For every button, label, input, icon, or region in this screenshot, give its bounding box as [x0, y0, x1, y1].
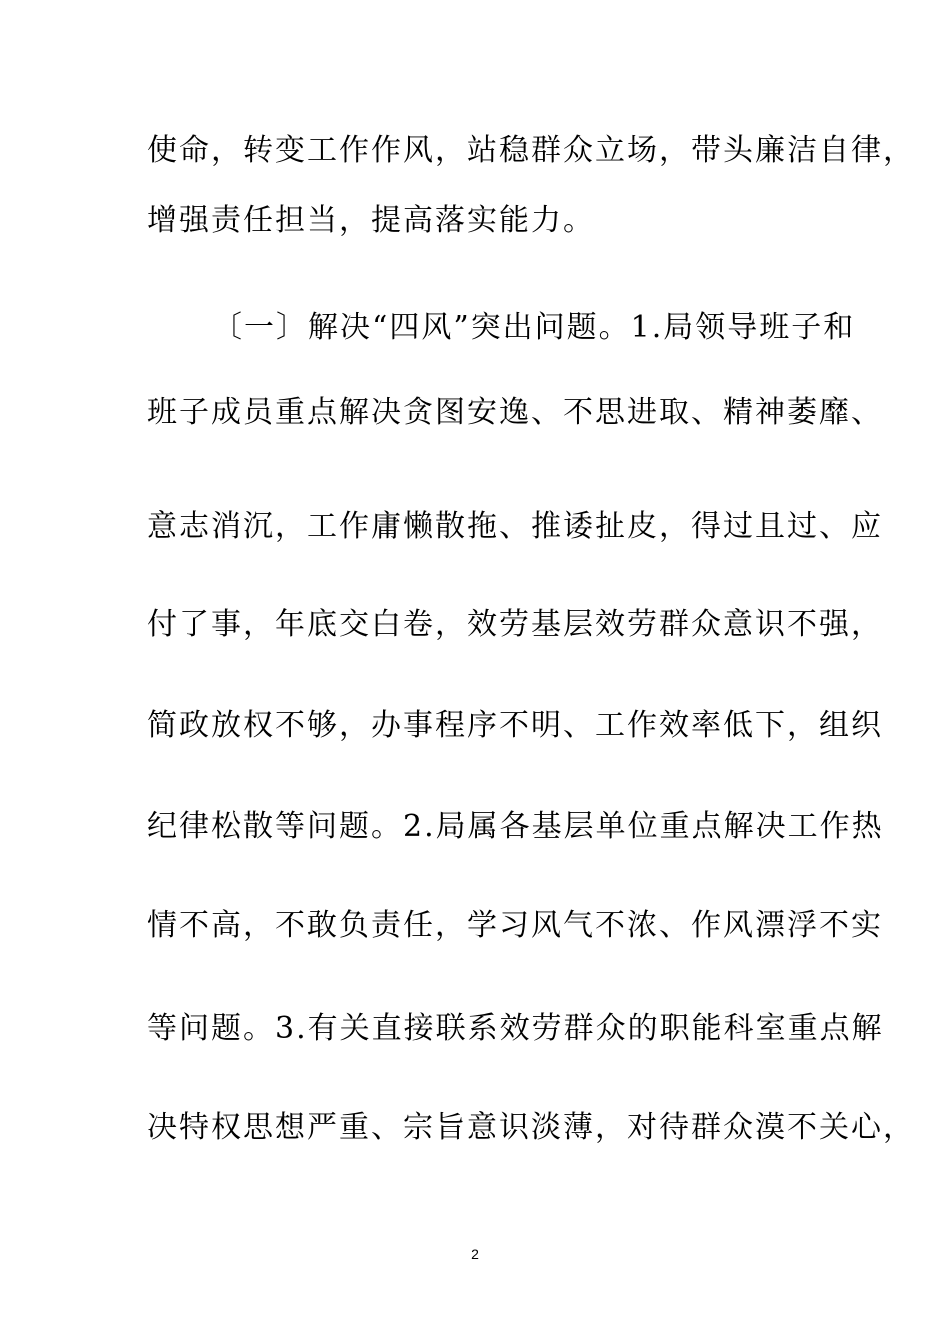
paragraph-line: 决特权思想严重、宗旨意识淡薄，对待群众漠不关心， — [147, 1110, 915, 1145]
paragraph-line: 意志消沉，工作庸懒散拖、推诿扯皮，得过且过、应 — [147, 509, 883, 544]
page-number: 2 — [471, 1246, 479, 1262]
paragraph-line: 增强责任担当，提高落实能力。 — [147, 203, 595, 238]
paragraph-line: 简政放权不够，办事程序不明、工作效率低下，组织 — [147, 708, 883, 743]
paragraph-line: 使命，转变工作作风，站稳群众立场，带头廉洁自律， — [147, 133, 915, 168]
paragraph-line: 等问题。3.有关直接联系效劳群众的职能科室重点解 — [147, 1011, 884, 1046]
paragraph-line: 纪律松散等问题。2.局属各基层单位重点解决工作热 — [147, 809, 884, 844]
paragraph-line: 付了事，年底交白卷，效劳基层效劳群众意识不强， — [147, 607, 883, 642]
paragraph-line: 情不高，不敢负责任，学习风气不浓、作风漂浮不实 — [147, 908, 883, 943]
section-heading-line: 〔一〕解决“四风”突出问题。1.局领导班子和 — [212, 310, 856, 345]
paragraph-line: 班子成员重点解决贪图安逸、不思进取、精神萎靡、 — [147, 395, 883, 430]
